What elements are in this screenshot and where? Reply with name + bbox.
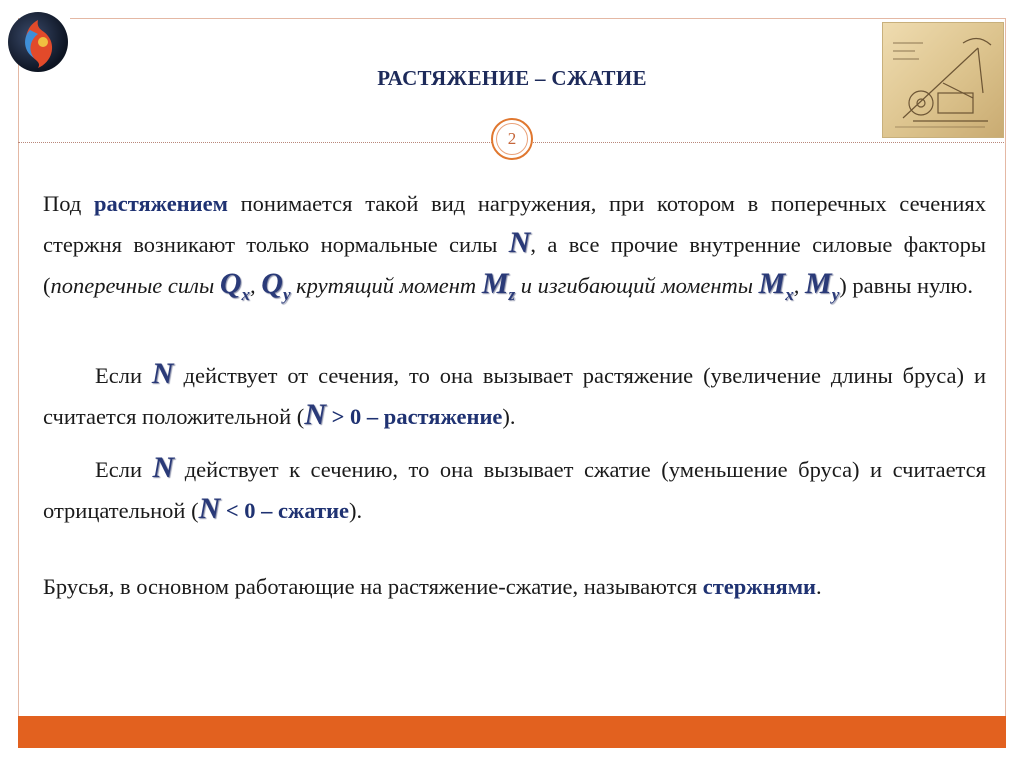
text: поперечные силы (50, 273, 220, 298)
term-tension-rule: > 0 – растяжение (325, 404, 503, 429)
logo-icon (8, 12, 68, 72)
content-body (43, 184, 986, 606)
paragraph-rods (43, 567, 986, 606)
frame-left-line (18, 18, 19, 716)
symbol-Mx: $M_x$ (758, 267, 794, 304)
symbol-Qx: $Q_x$ (219, 267, 251, 304)
text: , а все прочие внутренние силовые факторы ( (43, 232, 986, 298)
text: , (793, 273, 806, 298)
text: . (816, 574, 822, 599)
frame-top-line (70, 18, 1006, 19)
text: крутящий момент (290, 273, 482, 298)
symbol-Qy: $Q_y$ (261, 267, 291, 304)
text: , (250, 273, 262, 298)
text: и изгибающий моменты (515, 273, 759, 298)
text: ). (349, 498, 363, 523)
term-compression-rule: < 0 – сжатие (220, 498, 350, 523)
symbol-N: N (198, 492, 221, 525)
page-number: 2 (496, 123, 528, 155)
symbol-N: N (508, 226, 531, 259)
paragraph-tension-sign (43, 354, 986, 436)
term-rods: стержнями (702, 574, 816, 599)
term-tension: растяжением (94, 191, 228, 216)
symbol-N: N (304, 398, 326, 431)
text: Под (43, 191, 94, 216)
page-title: РАСТЯЖЕНИЕ – СЖАТИЕ (377, 66, 647, 90)
frame-right-line (1005, 18, 1006, 716)
text: действует от сечения, то она вызывает растяжение (увеличение длины бруса) и считается положительной ( (43, 363, 986, 429)
page-number-badge (491, 118, 533, 160)
text: Брусья, в основном работающие на растяжение-сжатие, называются (43, 574, 703, 599)
text: Если (95, 363, 152, 388)
symbol-N: N (152, 451, 175, 484)
footer-bar (18, 716, 1006, 748)
text: понимается такой вид нагружения, при котором в поперечных сечениях стержня возникают только нормальные силы (43, 191, 986, 257)
paragraph-compression-sign (43, 448, 986, 530)
text: Если (95, 457, 153, 482)
symbol-Mz: $M_z$ (481, 267, 516, 304)
symbol-N: N (151, 357, 174, 390)
text: ). (502, 404, 516, 429)
symbol-My: $M_y$ (805, 267, 840, 304)
text: ) равны нулю. (839, 273, 973, 298)
paragraph-definition (43, 184, 986, 314)
text: действует к сечению, то она вызывает сжатие (уменьшение бруса) и считается отрицательной ( (43, 457, 987, 523)
